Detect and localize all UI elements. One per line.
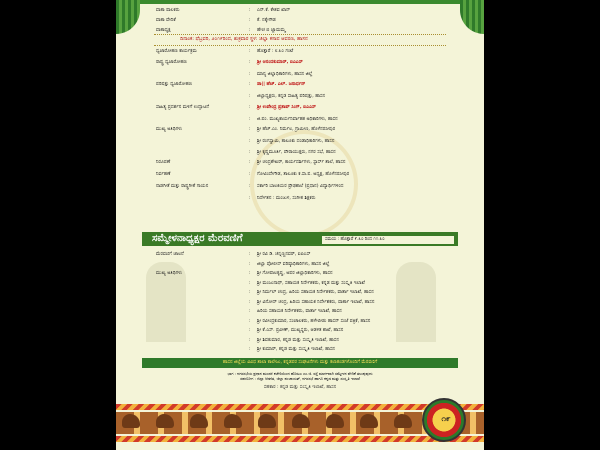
row-value: ಹೇಚ ಬಿ ಜ್ಞಾಮಮ್ಮ: [257, 28, 286, 33]
left-curtain: [116, 0, 140, 34]
row-colon: :: [249, 309, 251, 314]
footer-support-line: ಸಹಯೋಗ : ಜಿಲ್ಲಾ ಆಡಳಿತ, ಜಿಲ್ಲಾ ಪಂಚಾಯತ್, ನಗರಸಭೆ ಹಾಗೂ ಕನ್ನಡ ಮತ್ತು ಸಂಸ್ಕೃತಿ ಇಲಾಖೆ: [240, 376, 360, 381]
footer-route-line: ಭಾಗ : ನಗರಸಭೆಯ ಪ್ರಧಾನ ಮಂಡಳಿ ಕಚೇರಿಯಿಂದ ಹೊರಟು ಎಂ.ಜಿ. ರಸ್ತೆ ಮಾರ್ಗವಾಗಿ ಸಮ್ಮೇಳನ ವೇದಿಕೆ ತಲುಪುವುದು: [227, 371, 373, 376]
row-colon: :: [249, 271, 251, 276]
row-value: ಶ್ರೀ ಕುಮಾರ್, ಕನ್ನಡ ಮತ್ತು ಸಂಸ್ಕೃತಿ ಇಲಾಖೆ, ಹಾಸನ: [257, 347, 335, 352]
row-value: ಎನ್.ಕೆ. ಕೇಶವ ಖಾನ್: [257, 8, 291, 13]
row-value: ಜಿಲ್ಲಾ ಪೋಲೀಸ್ ವರಿಷ್ಠಾಧಿಕಾರಿಗಳು, ಹಾಸನ ಜಿಲ್ಲೆ: [257, 261, 330, 267]
section-time: ಸಮಯ : ಹೊತ್ತಾರೆ ೯.೩೦ ರಿಂದ ೧೧.೩೦: [322, 236, 454, 244]
row-colon: :: [249, 172, 251, 177]
row-colon: :: [249, 149, 251, 155]
row-colon: :: [249, 104, 251, 110]
invitation-card: [116, 0, 484, 450]
zigzag-border-bottom: [116, 436, 484, 442]
row-colon: :: [249, 59, 251, 65]
row-value: ಜಿಲ್ಲಾಧ್ಯಕ್ಷರು, ಕನ್ನಡ ಸಾಹಿತ್ಯ ಪರಿಷತ್ತು, ಹಾಸನ: [257, 94, 326, 99]
row-colon: :: [249, 139, 251, 144]
row-colon: :: [249, 252, 251, 257]
row-value: ಹೊತ್ತಾರೆ : ೮.೩೦ ಗಂಟೆ: [257, 49, 294, 54]
sahakara-line: ಸಹಕಾರ : ಕನ್ನಡ ಮತ್ತು ಸಂಸ್ಕೃತಿ ಇಲಾಖೆ, ಹಾಸನ: [263, 385, 337, 390]
logo-number: ೧೯: [441, 414, 451, 423]
row-colon: :: [249, 347, 251, 352]
row-role: ನಾಡಗೀತೆ ಮತ್ತು ರಾಷ್ಟ್ರಗೀತೆ ಗಾಯನ: [156, 184, 209, 189]
row-value: ಶ್ರೀ ಹೆಚ್.ಎಂ. ನಿರ್ಮಲ, ಗ್ರಾಮೀಣ, ಹೊಳೆನರಸೀಪುರ: [257, 127, 336, 132]
row-colon: :: [249, 94, 251, 99]
row-colon: :: [249, 82, 251, 87]
footer-route-text: [142, 371, 458, 381]
row-colon: :: [249, 196, 251, 201]
row-colon: :: [249, 184, 251, 189]
row-role: ಮುಖ್ಯ ಅತಿಥಿಗಳು: [156, 271, 183, 276]
row-colon: :: [249, 71, 251, 77]
row-colon: :: [249, 280, 251, 286]
row-role: ನಿರೂಪಣೆ: [156, 160, 171, 165]
row-value: ಶ್ರೀ ಗೋಪಾಲಕೃಷ್ಣ, ಅಪರ ಜಿಲ್ಲಾಧಿಕಾರಿಗಳು, ಹಾಸನ: [257, 271, 333, 276]
right-curtain: [460, 0, 484, 34]
row-role: ಮುಖ್ಯ ಅತಿಥಿಗಳು: [156, 127, 183, 132]
row-colon: :: [249, 290, 251, 295]
row-value: ಶ್ರೀ ರವಿ ಡಿ. ಚನ್ನಣ್ಣನವರ್, ಐಪಿಎಸ್: [257, 252, 311, 257]
row-colon: :: [249, 261, 251, 267]
right-pillar-decoration: [396, 262, 436, 342]
row-value: ಗೋವಿಂದೇಗೌಡ, ತಾಲೂಕು ಕ.ಸಾ.ಪ. ಅಧ್ಯಕ್ಷ, ಹೊಳೆನರಸೀಪುರ: [257, 172, 350, 177]
row-role: ನಿರ್ವಹಣೆ: [156, 172, 171, 177]
row-value: ಹಿರಿಯ ಸಹಾಯಕ ನಿರ್ದೇಶಕರು, ವಾರ್ತಾ ಇಲಾಖೆ, ಹಾಸನ: [257, 309, 342, 314]
row-role: ವಾತಾ ವೇದಿಕೆ: [156, 18, 176, 23]
row-value: ಶ್ರೀ ವಿನೋದ್ ಚಂದ್ರ, ಹಿರಿಯ ಸಹಾಯಕ ನಿರ್ದೇಶಕರು, ವಾರ್ತಾ ಇಲಾಖೆ, ಹಾಸನ: [257, 299, 375, 305]
section-title: ಸಮ್ಮೇಳನಾಧ್ಯಕ್ಷರ ಮೆರವಣಿಗೆ: [152, 233, 243, 244]
row-value: ಶ್ರೀ ಆನಂದಕುಮಾರ್, ಐಎಎಸ್: [257, 59, 303, 65]
row-value: ಜಿ.ಪಂ. ಮುಖ್ಯಕಾರ್ಯನಿರ್ವಾಹಕ ಅಧಿಕಾರಿಗಳು, ಹಾಸನ: [257, 116, 338, 122]
top-valance: [116, 0, 484, 4]
row-value: ಶ್ರೀ ಶಿವಕುಮಾರ, ಕನ್ನಡ ಮತ್ತು ಸಂಸ್ಕೃತಿ ಇಲಾಖೆ, ಹಾಸನ: [257, 337, 339, 343]
row-value: ಶ್ರೀ ರವೀಂದ್ರಕುಮಾರ, ಸಂಚಾಲಕರು, ಹಳೇಬೀಡು ಹಾಸನ್ ಸಂಜೆ ಪತ್ರಿಕೆ, ಹಾಸನ: [257, 318, 371, 324]
row-value: ಶ್ರೀ ಚಂದ್ರಶೇಖರ್, ಕಾರ್ಯದರ್ಶಿಗಳು, ಸ್ಟಾರ್ಸ್ ಶಾಲೆ, ಹಾಸನ: [257, 160, 346, 165]
row-colon: :: [249, 127, 251, 132]
row-value: ಶ್ರೀ ಮಂಜುನಾಥ್, ಸಹಾಯಕ ನಿರ್ದೇಶಕರು, ಕನ್ನಡ ಮತ್ತು ಸಂಸ್ಕೃತಿ ಇಲಾಖೆ: [257, 280, 365, 286]
row-role: ರಾಷ್ಟ್ರ ಧ್ವಜಾರೋಹಣ: [156, 59, 187, 65]
date-venue-line: ದಿನಾಂಕ: ಫೆಬ್ರವರಿ, ೨೦೧೯ರಿಂದ, ಶುಕ್ರವಾರ ಸ್ಥಳ: ಜಿಲ್ಲಾ ಕಸಾಪ ಆವರಣ, ಹಾಸನ: [180, 36, 308, 42]
row-value: ನಿರ್ದೇಶನ : ಮಂಜುಳ, ಸಂಗೀತ ಶಿಕ್ಷಕರು: [257, 196, 316, 201]
row-colon: :: [249, 299, 251, 305]
row-role: ವಾತಾ ಪಾಲಕರು: [156, 8, 180, 13]
row-role: ಸಾಹಿತ್ಯ ಪ್ರದರ್ಶನ ಮಳಿಗೆ ಉದ್ಘಾಟನೆ: [156, 104, 210, 110]
row-role: ಮೆರವಣಿಗೆ ಚಾಲನೆ: [156, 252, 184, 257]
row-role: ಧ್ವಜಾರೋಹಣ ಕಾರ್ಯಕ್ರಮ: [156, 49, 197, 54]
row-colon: :: [249, 8, 251, 13]
divider: [154, 45, 446, 46]
row-value: ಕೆ. ನಕ್ಕೇಗೌಡ: [257, 18, 276, 23]
row-colon: :: [249, 160, 251, 165]
row-value: ಶ್ರೀ ಉಪೇಂದ್ರ ಪ್ರತಾಪ್ ಸಿಂಗ್, ಐಎಎಸ್: [257, 104, 316, 110]
row-value: ಶ್ರೀ ರಂಗಸ್ವಾಮಿ, ತಾಲೂಕು ದಂಡಾಧಿಕಾರಿಗಳು, ಹಾಸನ: [257, 139, 335, 144]
row-colon: :: [249, 18, 251, 23]
procession-banner: ಹಾಸನ ಜಿಲ್ಲೆಯ ವಿವಿಧ ಶಾಲಾ ಕಾಲೇಜು, ಕನ್ನಡಪರ ಸಂಘಟನೆಗಳು ಮತ್ತು ಕಲಾತಂಡಗಳೊಂದಿಗೆ ಮೆರವಣಿಗೆ: [142, 358, 458, 368]
row-colon: :: [249, 28, 251, 33]
row-colon: :: [249, 337, 251, 343]
row-value: ಮಾನ್ಯ ಜಿಲ್ಲಾಧಿಕಾರಿಗಳು, ಹಾಸನ ಜಿಲ್ಲೆ: [257, 71, 313, 77]
row-colon: :: [249, 318, 251, 324]
row-value: ಶ್ರೀ ಕೆ.ಎಸ್. ಪ್ರವೀಣ್, ಮುಖ್ಯಸ್ಥರು, ಆಡಳಿತ ಶಾಖೆ, ಹಾಸನ: [257, 328, 344, 333]
row-value: ಶ್ರೀ ನಿರ್ಮಲ್ ಚಂದ್ರ, ಹಿರಿಯ ಸಹಾಯಕ ನಿರ್ದೇಶಕರು, ವಾರ್ತಾ ಇಲಾಖೆ, ಹಾಸನ: [257, 290, 374, 295]
row-value: ಸರ್ಕಾರಿ ಬಾಲಕಿಯರ ಪ್ರೌಢಶಾಲೆ (ಪ್ರಧಾನ) ವಿದ್ಯಾರ್ಥಿಗಳಿಂದ: [257, 184, 344, 189]
row-colon: :: [249, 116, 251, 122]
row-role: ವಾತಾಧ್ಯಕ್ಷ: [156, 28, 171, 33]
row-colon: :: [249, 328, 251, 333]
row-value: ಡಾ|| ಹೆಚ್. ಎಲ್. ಜನಾರ್ಧನ್: [257, 82, 306, 87]
row-colon: :: [249, 49, 251, 54]
row-role: ಪರಿಷತ್ತು ಧ್ವಜಾರೋಹಣ: [156, 82, 193, 87]
row-value: ಶ್ರೀ ಕೃಷ್ಣಮೂರ್ತಿ, ಪೌರಾಯುಕ್ತರು, ನಗರ ಸಭೆ, ಹಾಸನ: [257, 149, 336, 155]
divider: [154, 34, 446, 35]
